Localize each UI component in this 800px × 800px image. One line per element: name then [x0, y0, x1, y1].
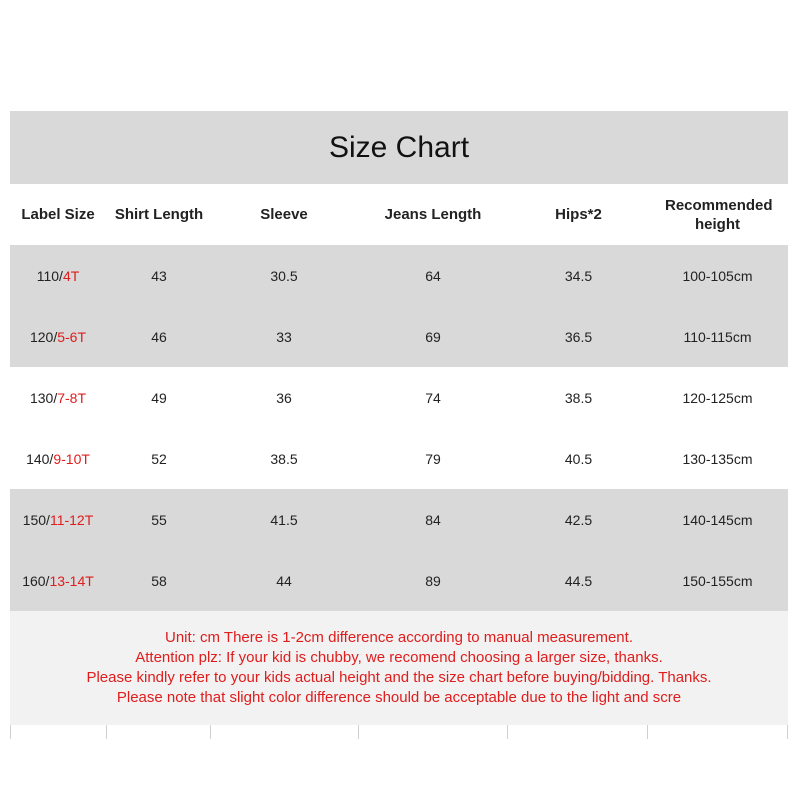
label-number: 160/: [22, 572, 50, 589]
jeans-length-cell: 64: [425, 267, 441, 284]
header-hips: Hips*2: [555, 206, 602, 223]
sleeve-cell: 33: [276, 328, 292, 345]
height-cell: 140-145cm: [682, 511, 753, 528]
column-divider: [507, 725, 508, 739]
label-size-cell: [10, 512, 106, 528]
height-cell: 130-135cm: [682, 450, 753, 467]
hips-cell: 36.5: [564, 328, 593, 345]
shirt-length-cell: 55: [151, 511, 167, 528]
label-size-cell: [10, 390, 106, 406]
hips-cell: 44.5: [564, 572, 593, 589]
jeans-length-cell: 89: [425, 572, 441, 589]
table-row: [10, 489, 788, 550]
column-divider: [106, 725, 107, 739]
column-divider: [10, 725, 11, 739]
label-size-cell: [10, 268, 106, 284]
table-row: [10, 367, 788, 428]
sleeve-cell: 38.5: [270, 450, 298, 467]
header-label-size: Label Size: [21, 206, 95, 223]
measurement-notes: [10, 611, 788, 725]
sleeve-cell: 30.5: [270, 267, 298, 284]
header-row: [10, 184, 788, 245]
label-number: 110/: [36, 267, 63, 284]
sleeve-cell: 44: [276, 572, 292, 589]
shirt-length-cell: 52: [151, 450, 167, 467]
header-sleeve: Sleeve: [260, 206, 308, 223]
column-divider: [358, 725, 359, 739]
table-row: [10, 245, 788, 306]
note-line-color: Please note that slight color difference should be acceptable due to the light and scre: [116, 689, 682, 706]
shirt-length-cell: 49: [151, 389, 167, 406]
hips-cell: 40.5: [564, 450, 593, 467]
shirt-length-cell: 46: [151, 328, 167, 345]
height-cell: 110-115cm: [683, 328, 752, 345]
jeans-length-cell: 69: [425, 328, 441, 345]
label-number: 130/: [29, 389, 58, 406]
label-age: 13-14T: [49, 572, 94, 589]
table-row: [10, 550, 788, 611]
column-divider: [647, 725, 648, 739]
label-size-cell: [10, 329, 106, 345]
label-number: 150/: [22, 511, 50, 528]
table-row: [10, 306, 788, 367]
jeans-length-cell: 84: [425, 511, 441, 528]
size-chart-table: [10, 111, 788, 725]
note-line-attention: Attention plz: If your kid is chubby, we recomend choosing a larger size, thanks.: [135, 649, 663, 666]
label-age: 11-12T: [49, 511, 94, 528]
header-jeans-length: Jeans Length: [384, 206, 482, 223]
shirt-length-cell: 43: [151, 267, 167, 284]
label-age: 5-6T: [57, 328, 87, 345]
header-shirt-length: Shirt Length: [114, 206, 204, 223]
note-line-refer: Please kindly refer to your kids actual height and the size chart before buying/bidding. Thanks.: [86, 669, 712, 686]
sleeve-cell: 41.5: [270, 511, 298, 528]
label-size-cell: [10, 451, 106, 467]
hips-cell: 42.5: [564, 511, 593, 528]
jeans-length-cell: 74: [425, 389, 441, 406]
height-cell: 100-105cm: [682, 267, 753, 284]
sleeve-cell: 36: [276, 389, 292, 406]
height-cell: 150-155cm: [682, 572, 753, 589]
column-divider: [210, 725, 211, 739]
shirt-length-cell: 58: [151, 572, 167, 589]
label-number: 140/: [26, 450, 54, 467]
label-age: 7-8T: [57, 389, 87, 406]
size-chart-title: Size Chart: [10, 111, 788, 184]
label-age: 9-10T: [53, 450, 90, 467]
jeans-length-cell: 79: [425, 450, 441, 467]
column-divider: [787, 725, 788, 739]
header-recommended-height: Recommended height: [665, 196, 773, 233]
hips-cell: 38.5: [564, 389, 593, 406]
note-line-unit: Unit: cm There is 1-2cm difference according to manual measurement.: [165, 629, 633, 646]
label-number: 120/: [29, 328, 58, 345]
height-cell: 120-125cm: [682, 389, 753, 406]
label-age: 4T: [62, 267, 80, 284]
bottom-column-lines: [10, 725, 788, 739]
label-size-cell: [10, 573, 106, 589]
hips-cell: 34.5: [564, 267, 593, 284]
table-row: [10, 428, 788, 489]
